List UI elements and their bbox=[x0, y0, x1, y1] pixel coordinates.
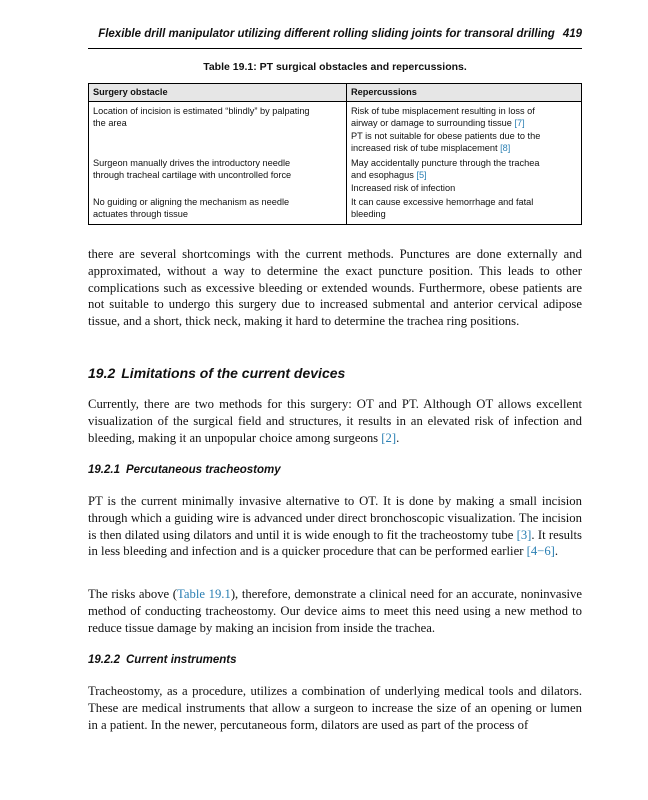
repercussions-cell: It can cause excessive hemorrhage and fatal bleeding bbox=[347, 196, 582, 225]
section-number: 19.2.2 bbox=[88, 654, 120, 666]
table-row bbox=[89, 157, 582, 196]
citation-link[interactable]: [8] bbox=[500, 143, 511, 154]
table-caption: Table 19.1: PT surgical obstacles and repercussions. bbox=[203, 61, 467, 73]
section-title: Percutaneous tracheostomy bbox=[125, 464, 281, 476]
section-19-2-1-paragraph-2: The risks above (Table 19.1), therefore, demonstrate a clinical need for an accurate, noninvasive method of conducting tracheostomy. Our device aims to meet this need using a new method to reduce tissue damage by making an incision from inside the trachea. bbox=[88, 587, 583, 635]
section-title: Current instruments bbox=[125, 654, 237, 666]
section-19-2-paragraph: Currently, there are two methods for this surgery: OT and PT. Although OT allows excellent visualization of the surgical field and structures, it results in an elevated risk of infection and bleeding, making it an unpopular choice among surgeons [2]. bbox=[88, 397, 582, 445]
intro-paragraph: there are several shortcomings with the current methods. Punctures are done externally and approximated, without a way to determine the exact puncture position. This leads to other complications such as excessive bleeding or extended wounds. Furthermore, obese patients are not suitable to undergo this surgery due to increased submental and anterior cervical adipose tissue, and a short, thick neck, making it hard to determine the trachea ring positions. bbox=[88, 247, 582, 329]
section-number: 19.2 bbox=[88, 365, 116, 381]
header-rule bbox=[88, 48, 582, 49]
page-number: 419 bbox=[562, 28, 582, 40]
section-title: Limitations of the current devices bbox=[121, 365, 346, 381]
citation-link[interactable]: [3] bbox=[516, 527, 532, 542]
table-reference-link[interactable]: Table 19.1 bbox=[177, 587, 231, 601]
running-header bbox=[88, 28, 582, 40]
column-header-repercussions: Repercussions bbox=[347, 84, 582, 102]
citation-link[interactable]: [2] bbox=[381, 430, 397, 445]
section-heading-19-2-1 bbox=[88, 464, 281, 476]
section-19-2-1-paragraph-1: PT is the current minimally invasive alternative to OT. It is done by making a small incision through which a guiding wire is advanced under direct bronchoscopic visualization. The incision is then dilated using dilators and until it is wide enough to fit the tracheostomy tube [3]. It results in less bleeding and infection and is a quicker procedure that can be performed earlier [4−6]. bbox=[88, 494, 582, 559]
obstacle-cell: No guiding or aligning the mechanism as needle actuates through tissue bbox=[89, 196, 347, 225]
obstacle-cell: Surgeon manually drives the introductory needle through tracheal cartilage with uncontrolled force bbox=[89, 157, 347, 196]
citation-link[interactable]: [7] bbox=[514, 118, 525, 129]
table-row bbox=[89, 101, 582, 157]
repercussions-cell: May accidentally puncture through the trachea and esophagus [5] Increased risk of infection bbox=[347, 157, 582, 196]
section-heading-19-2-2 bbox=[88, 654, 237, 666]
section-19-2-2-paragraph: Tracheostomy, as a procedure, utilizes a combination of underlying medical tools and dilators. These are medical instruments that allow a surgeon to increase the size of an opening or lumen in a patient. In the newer, percutaneous form, dilators are used as part of the process of bbox=[88, 684, 582, 732]
section-heading-19-2 bbox=[88, 365, 345, 381]
table-row bbox=[89, 196, 582, 225]
running-header-title: Flexible drill manipulator utilizing different rolling sliding joints for transoral drilling bbox=[98, 28, 555, 40]
column-header-obstacle: Surgery obstacle bbox=[89, 84, 347, 102]
citation-link[interactable]: [5] bbox=[416, 170, 427, 181]
obstacles-table bbox=[88, 83, 582, 225]
citation-link[interactable]: [4−6] bbox=[526, 544, 555, 559]
repercussions-cell: Risk of tube misplacement resulting in loss of airway or damage to surrounding tissue [7] PT is not suitable for obese patients due to the increased risk of tube misplacement [8] bbox=[347, 101, 582, 157]
table-header-row bbox=[89, 84, 582, 102]
section-number: 19.2.1 bbox=[88, 464, 120, 476]
obstacle-cell: Location of incision is estimated “blindly” by palpating the area bbox=[89, 101, 347, 157]
